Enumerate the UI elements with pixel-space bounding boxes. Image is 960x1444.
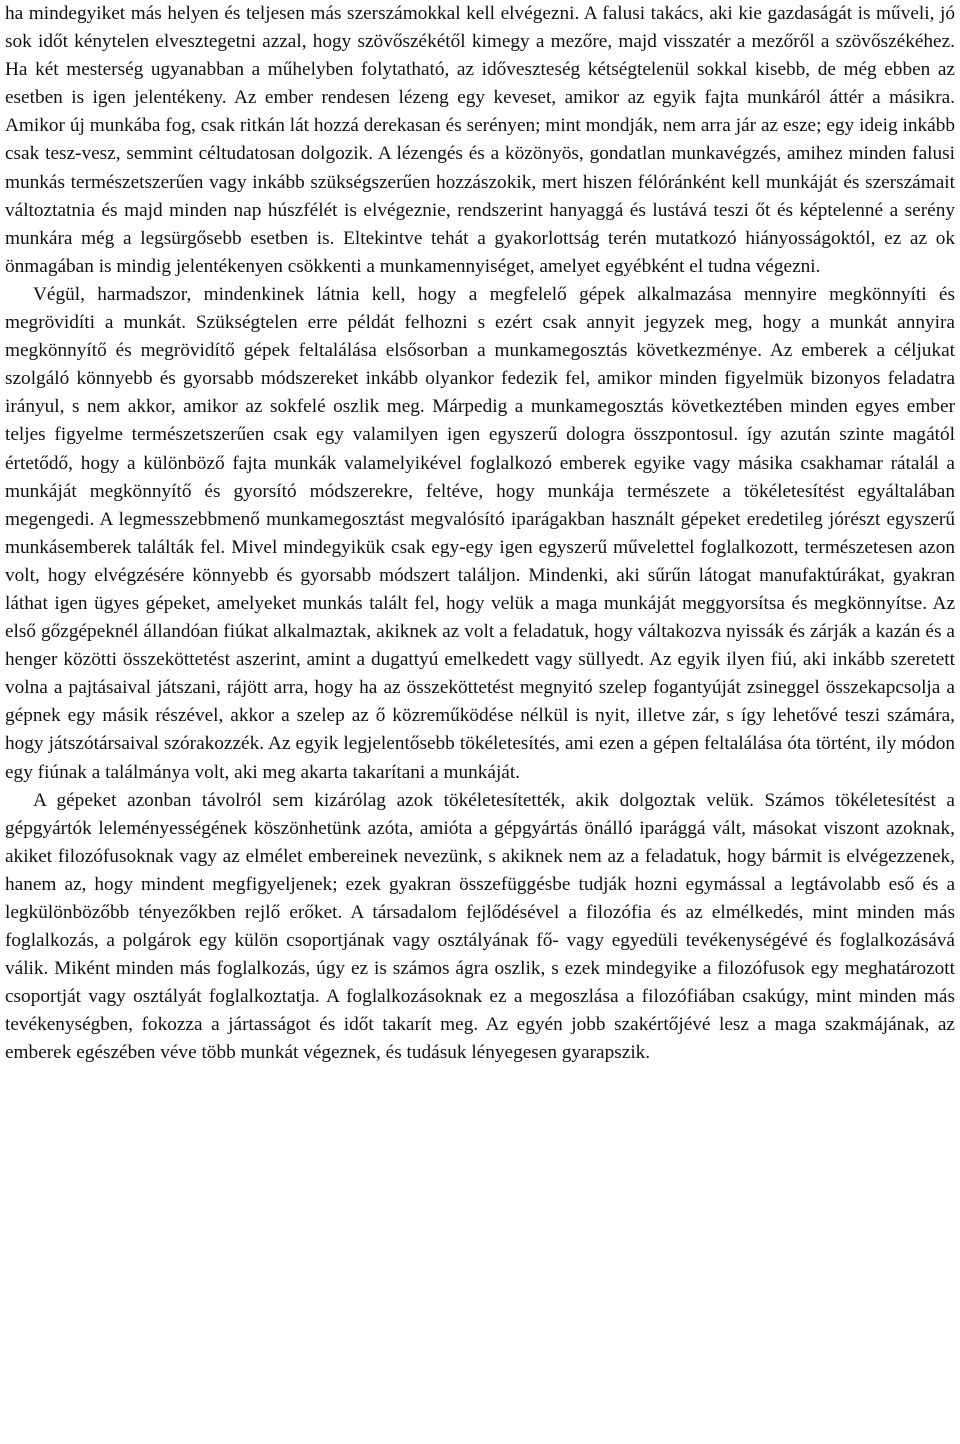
- paragraph: ha mindegyiket más helyen és teljesen más szerszámokkal kell elvégezni. A falusi takács, aki kie gazdaságát is műveli, jó sok időt kénytelen elvesztegetni azzal, hogy szövőszékétől kimegy a mezőre, majd visszatér a mezőről a szövőszékéhez. Ha két mesterség ugyanabban a műhelyben folytatható, az időveszteség kétségtelenül sokkal kisebb, de még ebben az esetben is igen jelentékeny. Az ember rendesen lézeng egy keveset, amikor az egyik fajta munkáról áttér a másikra. Amikor új munkába fog, csak ritkán lát hozzá derekasan és serényen; mint mondják, nem arra jár az esze; egy ideig inkább csak tesz-vesz, semmint céltudatosan dolgozik. A lézengés és a közönyös, gondatlan munkavégzés, amihez minden falusi munkás természetszerűen vagy inkább szükségszerűen hozzászokik, mert hiszen félóránként kell munkáját és szerszámait változtatnia és majd minden nap húszfélét is elvégeznie, rendszerint hanyaggá és lustává teszi őt és képtelenné a serény munkára még a legsürgősebb esetben is. Eltekintve tehát a gyakorlottság terén mutatkozó hiányosságoktól, ez az ok önmagában is mindig jelentékenyen csökkenti a munkamennyiséget, amelyet egyébként el tudna végezni.: [5, 3, 955, 277]
- document-page: [5, 0, 955, 1068]
- paragraph: A gépeket azonban távolról sem kizárólag azok tökéletesítették, akik dolgoztak velük. Számos tökéletesítést a gépgyártók leleményességének köszönhetünk azóta, amióta a gépgyártás önálló iparággá vált, másokat viszont azoknak, akiket filozófusoknak vagy az elmélet embereinek nevezünk, s akiknek nem az a feladatuk, hogy bármit is elvégezzenek, hanem az, hogy mindent megfigyeljenek; ezek gyakran összefüggésbe tudják hozni egymással a legtávolabb eső és a legkülönbözőbb tényezőkben rejlő erőket. A társadalom fejlődésével a filozófia és az elmélkedés, mint minden más foglalkozás, a polgárok egy külön csoportjának vagy osztályának fő- vagy egyedüli tevékenységévé és foglalkozásává válik. Miként minden más foglalkozás, úgy ez is számos ágra oszlik, s ezek mindegyike a filozófusok egy meghatározott csoportját vagy osztályát foglalkoztatja. A foglalkozásoknak ez a megoszlása a filozófiában csakúgy, mint minden más tevékenységben, fokozza a jártasságot és időt takarít meg. Az egyén jobb szakértőjévé lesz a maga szakmájának, az emberek egészében véve több munkát végeznek, és tudásuk lényegesen gyarapszik.: [5, 789, 955, 1064]
- paragraph: Végül, harmadszor, mindenkinek látnia kell, hogy a megfelelő gépek alkalmazása mennyire megkönnyíti és megrövidíti a munkát. Szükségtelen erre példát felhozni s ezért csak annyit jegyzek meg, hogy a munkát annyira megkönnyítő és megrövidítő gépek feltalálása elsősorban a munkamegosztás következménye. Az emberek a céljukat szolgáló könnyebb és gyorsabb módszereket inkább olyankor fedezik fel, amikor minden figyelmük bizonyos feladatra irányul, s nem akkor, amikor az sokfelé oszlik meg. Márpedig a munkamegosztás következtében minden egyes ember teljes figyelme természetszerűen csak egy valamilyen igen egyszerű dologra összpontosul. így azután szinte magától értetődő, hogy a különböző fajta munkák valamelyikével foglalkozó emberek egyike vagy másika csakhamar rátalál a munkáját megkönnyítő és gyorsító módszerekre, feltéve, hogy munkája természete a tökéletesítést egyáltalában megengedi. A legmesszebbmenő munkamegosztást megvalósító iparágakban használt gépeket eredetileg jórészt egyszerű munkásemberek találták fel. Mivel mindegyikük csak egy-egy igen egyszerű művelettel foglalkozott, természetesen azon volt, hogy elvégzésére könnyebb és gyorsabb módszert találjon. Mindenki, aki sűrűn látogat manufaktúrákat, gyakran láthat igen ügyes gépeket, amelyeket munkás talált fel, hogy velük a maga munkáját meggyorsítsa és megkönnyítse. Az első gőzgépeknél állandóan fiúkat alkalmaztak, akiknek az volt a feladatuk, hogy váltakozva nyissák és zárják a kazán és a henger közötti összeköttetést aszerint, amint a dugattyú emelkedett vagy süllyedt. Az egyik ilyen fiú, aki inkább szeretett volna a pajtásaival játszani, rájött arra, hogy ha az összeköttetést megnyitó szelep fogantyúját zsineggel összekapcsolja a gépnek egy másik részével, akkor a szelep az ő közreműködése nélkül is nyit, illetve zár, s így lehetővé teszi számára, hogy játszótársaival szórakozzék. Az egyik legjelentősebb tökéletesítés, ami ezen a gépen feltalálása óta történt, ily módon egy fiúnak a találmánya volt, aki meg akarta takarítani a munkáját.: [5, 283, 955, 783]
